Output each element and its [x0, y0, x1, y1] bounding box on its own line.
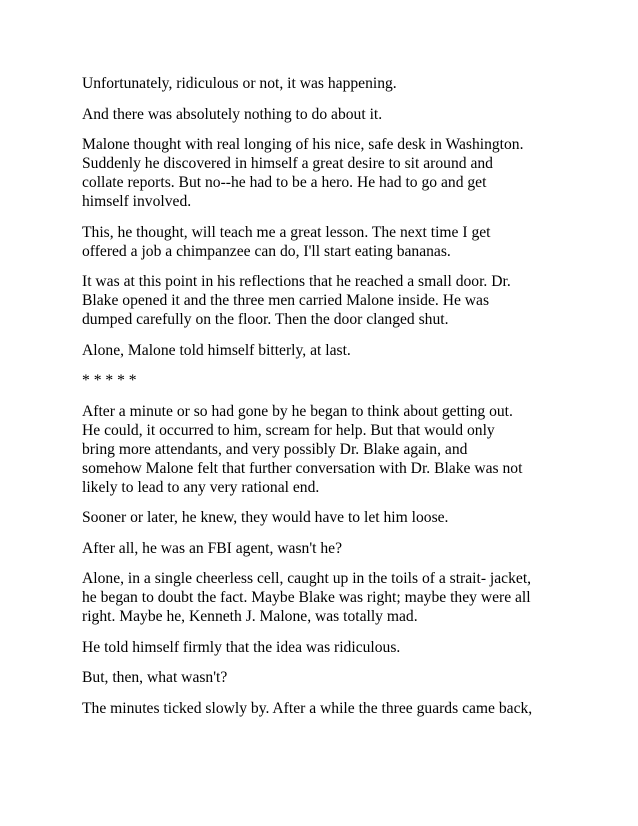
body-text	[82, 74, 562, 729]
text-line: The minutes ticked slowly by. After a while the three guards came back,	[82, 699, 533, 717]
paragraph	[82, 539, 562, 558]
text-line: himself involved.	[82, 193, 192, 210]
paragraph	[82, 569, 562, 626]
text-line: dumped carefully on the floor. Then the door clanged shut.	[82, 311, 449, 328]
text-line: collate reports. But no--he had to be a hero. He had to go and get	[82, 174, 487, 191]
paragraph	[82, 341, 562, 360]
text-line: This, he thought, will teach me a great lesson. The next time I get	[82, 223, 491, 241]
text-line: After a minute or so had gone by he began to think about getting out.	[82, 402, 513, 420]
paragraph	[82, 668, 562, 687]
paragraph	[82, 508, 562, 527]
text-line: bring more attendants, and very possibly Dr. Blake again, and	[82, 440, 468, 458]
text-line: He could, it occurred to him, scream for help. But that would only	[82, 421, 495, 439]
section-separator	[82, 371, 562, 390]
paragraph	[82, 272, 562, 329]
text-line: he began to doubt the fact. Maybe Blake was right; maybe they were all	[82, 589, 531, 606]
text-line: * * * * *	[82, 372, 137, 389]
text-line: Blake opened it and the three men carried Malone inside. He was	[82, 292, 490, 309]
text-line: Alone, in a single cheerless cell, caught up in the toils of a strait- jacket,	[82, 570, 532, 587]
text-line: Sooner or later, he knew, they would have to let him loose.	[82, 509, 449, 526]
paragraph	[82, 402, 562, 497]
text-line: Unfortunately, ridiculous or not, it was happening.	[82, 75, 397, 92]
text-line: After all, he was an FBI agent, wasn't he?	[82, 539, 343, 557]
text-line: offered a job a chimpanzee can do, I'll start eating bananas.	[82, 242, 451, 260]
text-line: likely to lead to any very rational end.	[82, 478, 320, 496]
text-line: right. Maybe he, Kenneth J. Malone, was totally mad.	[82, 608, 418, 625]
text-line: Suddenly he discovered in himself a great desire to sit around and	[82, 155, 493, 172]
paragraph	[82, 105, 562, 124]
text-line: Alone, Malone told himself bitterly, at last.	[82, 341, 351, 359]
text-line: He told himself firmly that the idea was ridiculous.	[82, 638, 401, 656]
paragraph	[82, 74, 562, 93]
text-line: somehow Malone felt that further conversation with Dr. Blake was not	[82, 459, 523, 477]
text-line: It was at this point in his reflections that he reached a small door. Dr.	[82, 273, 511, 290]
text-line: And there was absolutely nothing to do about it.	[82, 105, 383, 123]
text-line: Malone thought with real longing of his nice, safe desk in Washington.	[82, 136, 524, 153]
paragraph	[82, 223, 562, 261]
text-line: But, then, what wasn't?	[82, 669, 228, 686]
paragraph	[82, 699, 562, 718]
paragraph	[82, 638, 562, 657]
paragraph	[82, 135, 562, 211]
